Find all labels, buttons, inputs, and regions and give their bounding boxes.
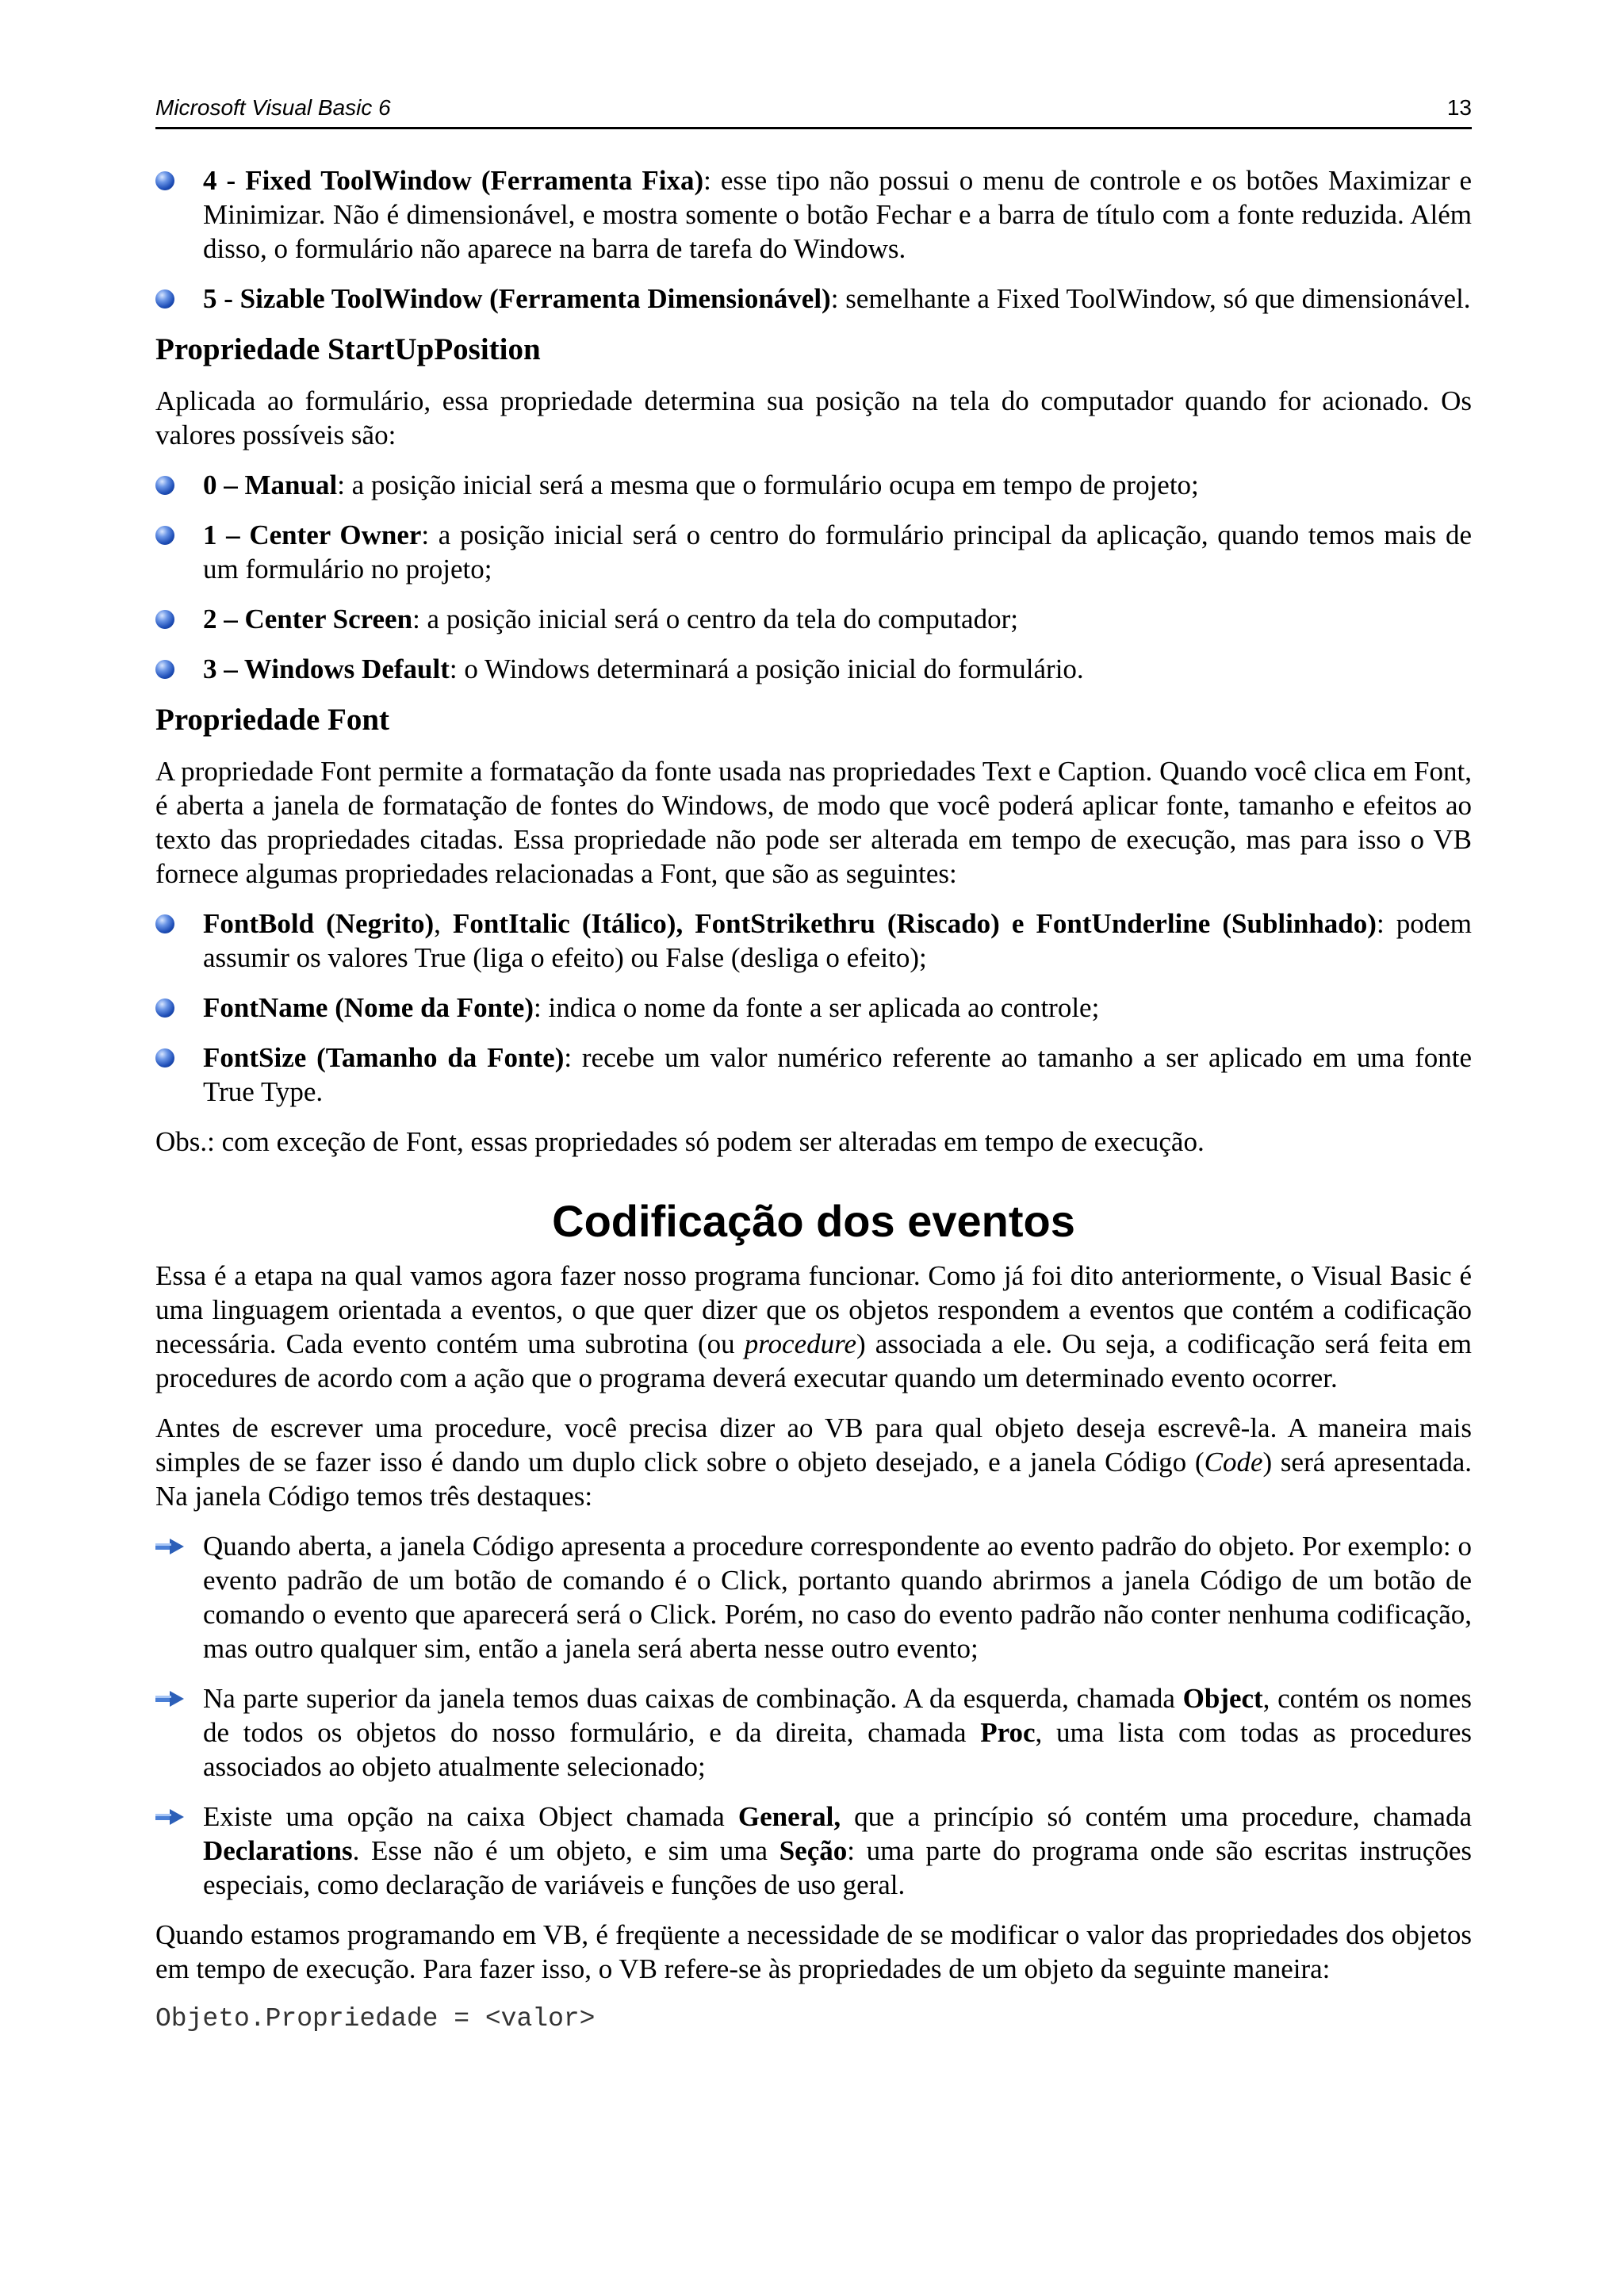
list-item — [155, 468, 1472, 502]
list-item — [155, 991, 1472, 1025]
list-item — [155, 1800, 1472, 1902]
item-term: FontBold (Negrito) — [203, 908, 435, 939]
bullet-icon — [155, 660, 174, 679]
item-term: Object — [1182, 1683, 1263, 1714]
item-text: : podem assumir os valores True (liga o efeito) ou False (desliga o efeito); — [203, 908, 1473, 973]
page-content — [155, 163, 1472, 2036]
code-sample: Objeto.Propriedade = <valor> — [155, 2004, 596, 2033]
page-number: 13 — [1446, 95, 1472, 120]
item-term: 2 – Center Screen — [203, 604, 413, 634]
emphasis: procedure — [744, 1328, 856, 1359]
bullet-icon — [155, 289, 174, 309]
text-run: : uma parte do programa onde são escritas instruções especiais, como declaração de variáveis e funções de uso geral. — [203, 1835, 1472, 1900]
list-item — [155, 282, 1472, 316]
item-term: General, — [737, 1801, 841, 1832]
codificacao-paragraph-1 — [155, 1259, 1472, 1395]
borderstyle-list — [155, 163, 1472, 316]
item-text: : esse tipo não possui o menu de controle e os botões Maximizar e Minimizar. Não é dimensionável, e mostra somente o botão Fechar e a barra de título com a fonte reduzida. Além disso, o formulário não aparece na barra de tarefa do Windows. — [203, 165, 1472, 264]
item-term: 5 - Sizable ToolWindow (Ferramenta Dimensionável) — [203, 283, 831, 314]
bullet-icon — [155, 171, 174, 190]
bullet-icon — [155, 999, 174, 1018]
item-text: : a posição inicial será o centro da tela do computador; — [412, 604, 1018, 634]
code-window-list — [155, 1529, 1472, 1902]
text-run: . Esse não é um objeto, e sim uma — [352, 1835, 779, 1866]
header-title: Microsoft Visual Basic 6 — [155, 95, 391, 120]
list-item — [155, 652, 1472, 686]
startup-intro: Aplicada ao formulário, essa propriedade determina sua posição na tela do computador quando for acionado. Os valores possíveis são: — [155, 385, 1472, 450]
list-item — [155, 1041, 1472, 1109]
arrow-bullet-icon — [155, 1809, 184, 1825]
item-term: FontItalic (Itálico), FontStrikethru (Riscado) e FontUnderline (Sublinhado) — [453, 908, 1377, 939]
text-run: que a princípio só contém uma procedure, chamada — [841, 1801, 1472, 1832]
heading-font: Propriedade Font — [155, 703, 390, 737]
section-title: Codificação dos eventos — [552, 1196, 1075, 1246]
font-obs: Obs.: com exceção de Font, essas propriedades só podem ser alteradas em tempo de execução. — [155, 1126, 1205, 1157]
item-term: 4 - Fixed ToolWindow (Ferramenta Fixa) — [203, 165, 704, 196]
item-term: FontSize (Tamanho da Fonte) — [203, 1042, 565, 1073]
item-term: Proc — [980, 1717, 1036, 1748]
text-run: Na parte superior da janela temos duas caixas de combinação. A da esquerda, chamada — [203, 1683, 1183, 1714]
item-text: : a posição inicial será o centro do formulário principal da aplicação, quando temos mais de um formulário no projeto; — [203, 519, 1472, 585]
text-run: , contém os nomes de todos os objetos do nosso formulário, e da direita, chamada — [203, 1683, 1472, 1748]
text-run: Essa é a etapa na qual vamos agora fazer nosso programa funcionar. Como já foi dito anteriormente, o Visual Basic é uma linguagem orientada a eventos, o que quer dizer que os objetos respondem a eventos que contém a codificação necessária. Cada evento contém uma subrotina (ou — [155, 1260, 1472, 1359]
font-intro: A propriedade Font permite a formatação da fonte usada nas propriedades Text e Caption. Quando você clica em Font, é aberta a janela de formatação de fontes do Windows, de modo que você poderá aplicar fonte, tamanho e efeitos ao texto das propriedades citadas. Essa propriedade não pode ser alterada em tempo de execução, mas para isso o VB fornece algumas propriedades relacionadas a Font, que são as seguintes: — [155, 756, 1472, 889]
page-header — [155, 95, 1472, 129]
text-run: , uma lista com todas as procedures associados ao objeto atualmente selecionado; — [203, 1717, 1472, 1782]
item-text: Quando aberta, a janela Código apresenta a procedure correspondente ao evento padrão do objeto. Por exemplo: o evento padrão de um botão de comando é o Click, portanto quando abrirmos a janela Código de um botão de comando o evento que aparecerá será o Click. Porém, no caso do evento padrão não conter nenhuma codificação, mas outro qualquer sim, então a janela será aberta nesse outro evento; — [203, 1531, 1472, 1664]
item-term: Seção — [779, 1835, 848, 1866]
item-text: : indica o nome da fonte a ser aplicada ao controle; — [534, 992, 1100, 1023]
text-run: ) associada a ele. Ou seja, a codificação será feita em procedures de acordo com a ação que o programa deverá executar quando um determinado evento ocorrer. — [155, 1328, 1472, 1393]
list-item — [155, 602, 1472, 636]
emphasis: Code — [1204, 1447, 1263, 1478]
bullet-icon — [155, 476, 174, 495]
codificacao-paragraph-3: Quando estamos programando em VB, é freqüente a necessidade de se modificar o valor das propriedades dos objetos em tempo de execução. Para fazer isso, o VB refere-se às propriedades de um objeto da seguinte maneira: — [155, 1919, 1472, 1984]
list-item — [155, 1681, 1472, 1784]
list-item — [155, 518, 1472, 586]
list-item — [155, 1529, 1472, 1665]
item-text: : recebe um valor numérico referente ao tamanho a ser aplicado em uma fonte True Type. — [203, 1042, 1472, 1107]
item-text: , — [434, 908, 454, 939]
item-term: Declarations — [203, 1835, 353, 1866]
list-item — [155, 163, 1472, 266]
item-term: 3 – Windows Default — [203, 654, 450, 684]
item-text: : o Windows determinará a posição inicial do formulário. — [449, 654, 1084, 684]
list-item — [155, 907, 1472, 975]
bullet-icon — [155, 1048, 174, 1068]
text-run: Existe uma opção na caixa Object chamada — [203, 1801, 738, 1832]
arrow-bullet-icon — [155, 1539, 184, 1554]
text-run: Antes de escrever uma procedure, você precisa dizer ao VB para qual objeto deseja escrevê-la. A maneira mais simples de se fazer isso é dando um duplo click sobre o objeto desejado, e a janela Código ( — [155, 1412, 1472, 1478]
font-list — [155, 907, 1472, 1109]
startup-list — [155, 468, 1472, 686]
text-run: ) será apresentada. Na janela Código temos três destaques: — [155, 1447, 1472, 1512]
arrow-bullet-icon — [155, 1691, 184, 1707]
heading-startupposition: Propriedade StartUpPosition — [155, 332, 541, 366]
item-term: 1 – Center Owner — [203, 519, 422, 550]
bullet-icon — [155, 526, 174, 545]
item-term: 0 – Manual — [203, 470, 338, 500]
bullet-icon — [155, 610, 174, 629]
bullet-icon — [155, 914, 174, 933]
codificacao-paragraph-2 — [155, 1411, 1472, 1513]
item-text: : a posição inicial será a mesma que o formulário ocupa em tempo de projeto; — [337, 470, 1199, 500]
item-text: : semelhante a Fixed ToolWindow, só que dimensionável. — [830, 283, 1471, 314]
item-term: FontName (Nome da Fonte) — [203, 992, 534, 1023]
